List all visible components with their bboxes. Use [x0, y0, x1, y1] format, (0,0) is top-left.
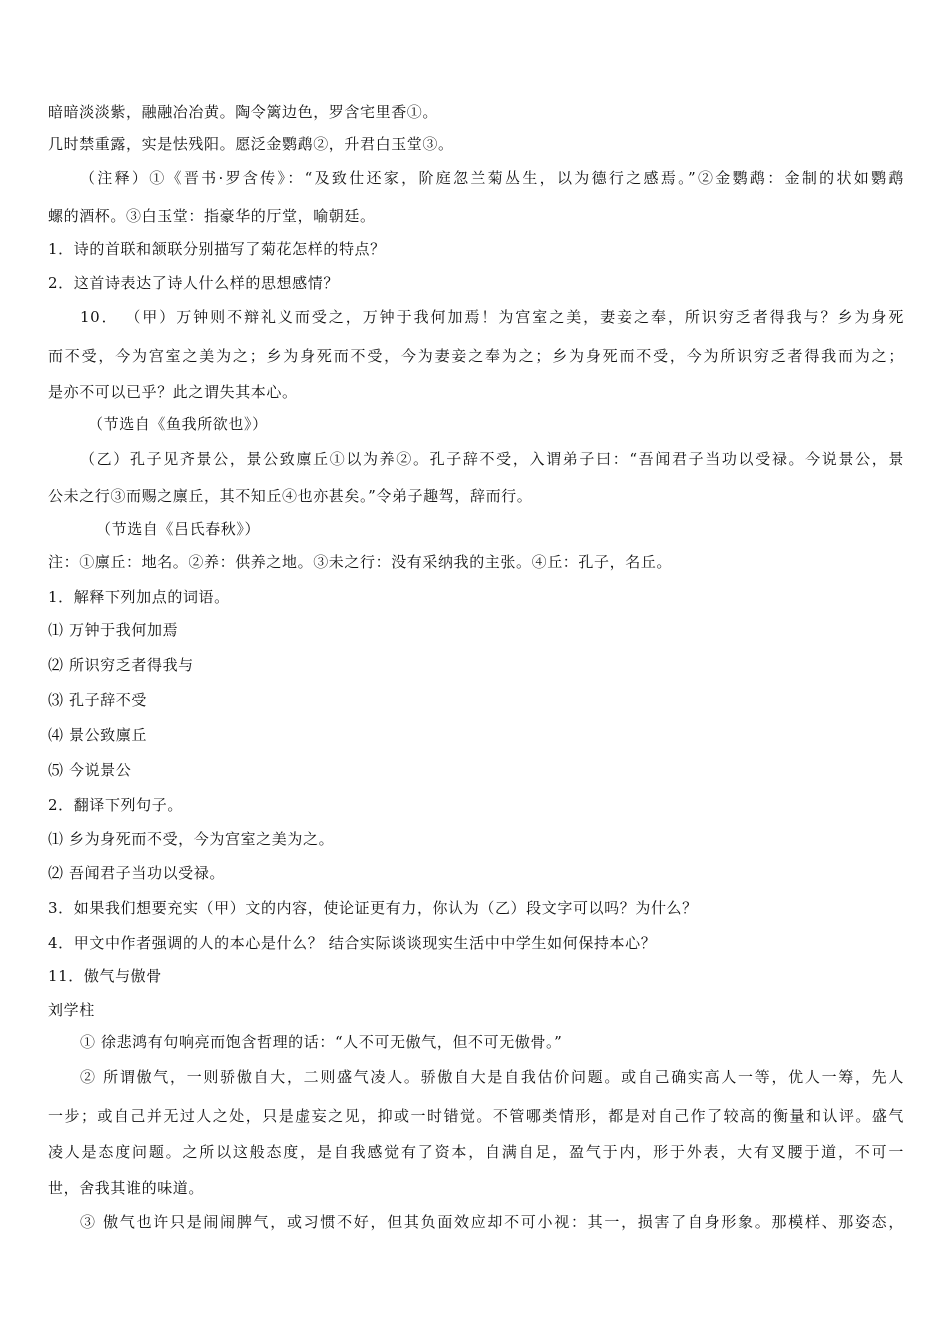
article-para-3-line-1: ③ 傲气也许只是闹闹脾气，或习惯不好，但其负面效应却不可小视：其一，损害了自身形象。那模样、那姿态， — [80, 1213, 904, 1231]
task-1-item-1: ⑴ 万钟于我何加焉 — [48, 621, 179, 639]
passage-jia-line-3: 是亦不可以已乎？此之谓失其本心。 — [48, 383, 298, 401]
task-1-heading: 1．解释下列加点的词语。 — [48, 588, 230, 606]
passage-yi-line-1: （乙）孔子见齐景公，景公致廪丘①以为养②。孔子辞不受，入谓弟子曰：“吾闻君子当功以受禄。今说景公，景 — [80, 450, 904, 468]
task-2-heading: 2．翻译下列句子。 — [48, 796, 183, 814]
question-1: 1．诗的首联和颔联分别描写了菊花怎样的特点？ — [48, 240, 386, 258]
passage-jia-line-1: 10． （甲）万钟则不辩礼义而受之，万钟于我何加焉！为宫室之美，妻妾之奉，所识穷乏者得我与？乡为身死 — [80, 308, 904, 326]
notes-yi: 注：①廪丘：地名。②养：供养之地。③未之行：没有采纳我的主张。④丘：孔子，名丘。 — [48, 553, 673, 571]
article-para-2-line-3: 凌人是态度问题。之所以这般态度，是自我感觉有了资本，自满自足，盈气于内，形于外表，大有叉腰于道，不可一 — [48, 1143, 904, 1161]
poem-notes: （注释）①《晋书·罗含传》：“及致仕还家，阶庭忽兰菊丛生，以为德行之感焉。”②金鹦鹉：金制的状如鹦鹉 — [80, 169, 904, 187]
poem-line-2: 几时禁重露，实是怯残阳。愿泛金鹦鹉②，升君白玉堂③。 — [48, 135, 454, 153]
task-2-item-1: ⑴ 乡为身死而不受，今为宫室之美为之。 — [48, 830, 335, 848]
article-title: 11．傲气与傲骨 — [48, 967, 162, 985]
article-author: 刘学柱 — [48, 1001, 95, 1019]
task-2-item-2: ⑵ 吾闻君子当功以受禄。 — [48, 864, 225, 882]
task-4: 4．甲文中作者强调的人的本心是什么？ 结合实际谈谈现实生活中中学生如何保持本心？ — [48, 934, 657, 952]
article-para-1: ① 徐悲鸿有句响亮而饱含哲理的话：“人不可无傲气，但不可无傲骨。” — [80, 1033, 563, 1051]
task-1-item-2: ⑵ 所识穷乏者得我与 — [48, 656, 194, 674]
source-jia: （节选自《鱼我所欲也》） — [88, 415, 268, 433]
passage-yi-line-2: 公未之行③而赐之廪丘，其不知丘④也亦甚矣。”令弟子趣驾，辞而行。 — [48, 487, 533, 505]
task-1-item-4: ⑷ 景公致廪丘 — [48, 726, 147, 744]
question-2: 2．这首诗表达了诗人什么样的思想感情？ — [48, 274, 339, 292]
task-3: 3．如果我们想要充实（甲）文的内容，使论证更有力，你认为（乙）段文字可以吗？为什么？ — [48, 899, 698, 917]
passage-jia-line-2: 而不受，今为宫室之美为之；乡为身死而不受，今为妻妾之奉为之；乡为身死而不受，今为所识穷乏者得我而为之； — [48, 347, 904, 365]
task-1-item-3: ⑶ 孔子辞不受 — [48, 691, 147, 709]
task-1-item-5: ⑸ 今说景公 — [48, 761, 132, 779]
poem-notes-cont: 螺的酒杯。③白玉堂：指豪华的厅堂，喻朝廷。 — [48, 207, 376, 225]
article-para-2-line-4: 世，舍我其谁的味道。 — [48, 1179, 205, 1197]
source-yi: （节选自《吕氏春秋》） — [96, 520, 261, 538]
article-para-2-line-1: ② 所谓傲气，一则骄傲自大，二则盛气凌人。骄傲自大是自我估价问题。或自己确实高人一等，优人一筹，先人 — [80, 1068, 904, 1086]
poem-line-1: 暗暗淡淡紫，融融冶冶黄。陶令篱边色，罗含宅里香①。 — [48, 103, 439, 121]
article-para-2-line-2: 一步；或自己并无过人之处，只是虚妄之见，抑或一时错觉。不管哪类情形，都是对自己作了较高的衡量和认评。盛气 — [48, 1107, 904, 1125]
